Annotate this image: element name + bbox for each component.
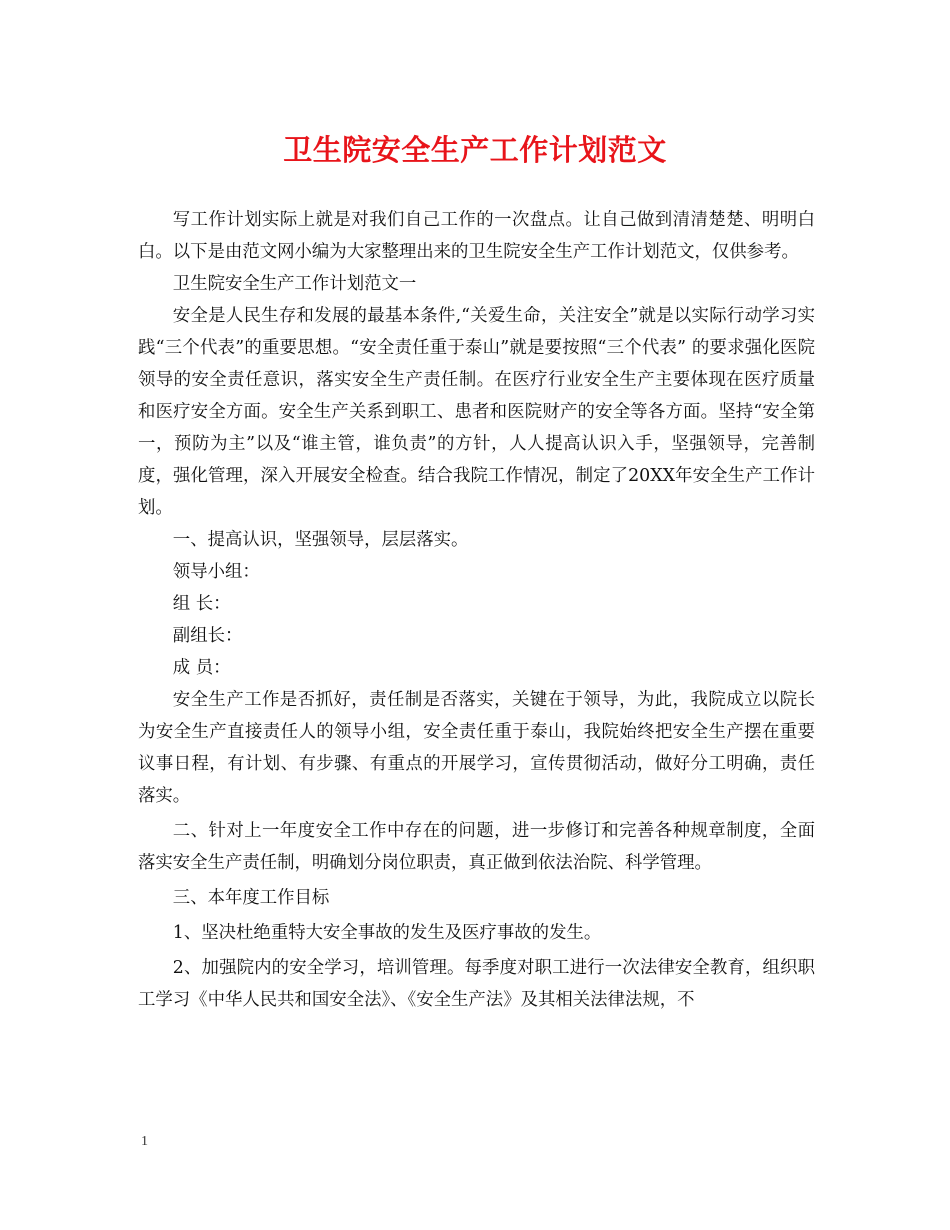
paragraph-leadership-group: 领导小组：: [172, 562, 260, 582]
paragraph-heading-one: 一、提高认识，坚强领导，层层落实。: [172, 530, 469, 550]
paragraph-safety-principles: 安全是人民生存和发展的最基本条件,“关爱生命，关注安全”就是以实际行动学习实践“三个代表”的重要思想。“安全责任重于泰山”就是要按照“三个代表” 的要求强化医院领导的安全责任意识，落实安全生产责任制。在医疗行业安全生产主要体现在医疗质量和医疗安全方面。安全生产关系到职工、患者和医院财产的安全等各方面。坚持“安全第一，预防为主”以及“谁主管，谁负责”的方针，人人提高认识入手，坚强领导，完善制度，强化管理，深入开展安全检查。结合我院工作情况，制定了20XX年安全生产工作计划。: [138, 306, 815, 518]
paragraph-heading-three: 三、本年度工作目标: [172, 888, 330, 908]
paragraph-intro: 写工作计划实际上就是对我们自己工作的一次盘点。让自己做到清清楚楚、明明白白。以下是由范文网小编为大家整理出来的卫生院安全生产工作计划范文，仅供参考。: [138, 210, 815, 262]
paragraph-deputy-leader: 副组长：: [172, 626, 243, 646]
paragraph-goal-one: 1、坚决杜绝重特大安全事故的发生及医疗事故的发生。: [172, 923, 602, 943]
paragraph-responsibility: 安全生产工作是否抓好，责任制是否落实，关键在于领导，为此，我院成立以院长为安全生产直接责任人的领导小组，安全责任重于泰山，我院始终把安全生产摆在重要议事日程，有计划、有步骤、有重点的开展学习，宣传贯彻活动，做好分工明确，责任落实。: [138, 690, 815, 806]
paragraph-members: 成 员：: [172, 658, 231, 678]
page-number: 1: [141, 1134, 148, 1149]
paragraph-group-leader: 组 长：: [172, 594, 231, 614]
paragraph-section-heading: 卫生院安全生产工作计划范文一: [172, 274, 417, 294]
document-title: 卫生院安全生产工作计划范文: [283, 133, 667, 167]
paragraph-heading-two: 二、针对上一年度安全工作中存在的问题，进一步修订和完善各种规章制度，全面落实安全生产责任制，明确划分岗位职责，真正做到依法治院、科学管理。: [138, 821, 815, 873]
paragraph-goal-two: 2、加强院内的安全学习，培训管理。每季度对职工进行一次法律安全教育，组织职工学习《中华人民共和国安全法》、《安全生产法》及其相关法律法规，不: [138, 958, 815, 1010]
document-body: [138, 204, 815, 1016]
